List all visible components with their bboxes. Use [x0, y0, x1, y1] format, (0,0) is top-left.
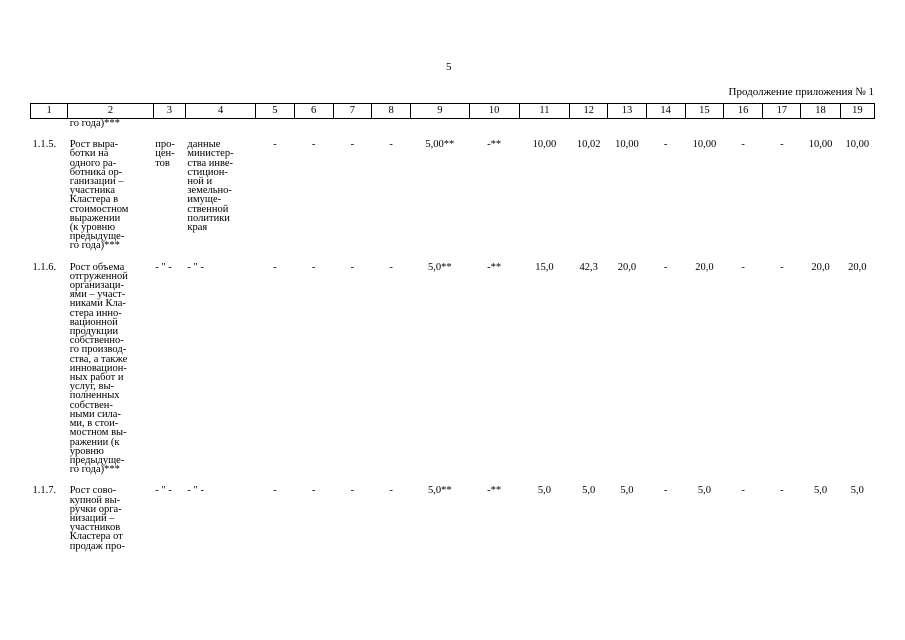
table-row — [31, 263, 875, 475]
indicator-name: Рост выра- ботки на одного ра- ботника ор- ганизации – участника Кластера в стоимостном выражении (к уровню предыдуще- го года)*** — [69, 139, 129, 252]
table-row — [31, 140, 875, 250]
value-cell: -** — [487, 485, 502, 497]
table-row — [31, 486, 875, 550]
indicator-name: Рост сово- купной вы- ручки орга- низаций – участников Кластера от продаж про- — [69, 485, 126, 552]
column-header: 5 — [256, 104, 294, 119]
value-cell: - — [350, 485, 355, 497]
value-cell: 5,0 — [537, 485, 552, 497]
value-cell: - — [273, 139, 277, 151]
column-header: 6 — [294, 104, 333, 119]
value-cell: 10,00 — [532, 139, 557, 151]
value-cell: - — [389, 485, 393, 497]
column-header: 11 — [519, 104, 569, 119]
column-header: 9 — [411, 104, 469, 119]
header-row — [31, 104, 875, 119]
value-cell: - — [311, 261, 316, 273]
value-cell: - — [311, 485, 316, 497]
value-cell: 42,3 — [579, 261, 598, 273]
row-number: 1.1.5. — [32, 139, 57, 151]
value-cell: -** — [487, 261, 502, 273]
continuation-label: Продолжение приложения № 1 — [728, 86, 874, 98]
unit-cell: - " - — [155, 261, 172, 273]
value-cell: - — [311, 139, 316, 151]
value-cell: 20,0 — [848, 261, 867, 273]
value-cell: - — [741, 139, 745, 151]
value-cell: 20,0 — [617, 261, 637, 273]
unit-cell: - " - — [155, 485, 172, 497]
value-cell: - — [389, 261, 393, 273]
data-table-container — [30, 103, 875, 551]
value-cell: - — [663, 261, 668, 273]
value-cell: 5,0** — [428, 485, 452, 497]
value-cell: 5,0 — [697, 485, 711, 497]
column-header: 12 — [570, 104, 608, 119]
column-header: 14 — [646, 104, 685, 119]
column-header: 18 — [801, 104, 840, 119]
value-cell: - — [741, 485, 745, 497]
column-header: 15 — [685, 104, 723, 119]
value-cell: 15,0 — [535, 261, 554, 273]
column-header: 10 — [469, 104, 519, 119]
value-cell: 10,00 — [692, 139, 717, 151]
value-cell: 10,02 — [576, 139, 601, 151]
source-cell: - " - — [187, 261, 204, 273]
unit-cell: про- цен- тов — [155, 139, 175, 169]
value-cell: - — [780, 261, 784, 273]
value-cell: 5,00** — [425, 139, 455, 151]
value-cell: 20,0 — [811, 261, 830, 273]
value-cell: - — [350, 139, 355, 151]
table-body — [31, 119, 875, 551]
indicator-name: Рост объема отгруженной организаци- ями – участ- никами Кла- стера инно- вационной продукции собственно- го производ- ства, а также инновацион- ных работ и услуг, вы- полненных собствен- ными сила- ми, в стои- мостном вы- ражении (к уровню предыдуще- го года)*** — [69, 261, 128, 476]
value-cell: - — [780, 485, 784, 497]
carryover-text: го года)*** — [69, 118, 120, 129]
value-cell: - — [273, 485, 277, 497]
source-cell: данные министер- ства инве- стицион- ной и земельно- имуще- ственной политики края — [187, 139, 234, 234]
column-header: 8 — [371, 104, 410, 119]
value-cell: - — [741, 261, 745, 273]
value-cell: 5,0 — [813, 485, 828, 497]
data-table — [30, 103, 875, 551]
column-header: 4 — [185, 104, 255, 119]
column-header: 3 — [153, 104, 185, 119]
row-number: 1.1.6. — [32, 261, 57, 273]
source-cell: - " - — [187, 485, 204, 497]
value-cell: 5,0 — [582, 485, 596, 497]
value-cell: - — [663, 485, 668, 497]
value-cell: - — [350, 261, 355, 273]
column-header: 1 — [31, 104, 68, 119]
row-spacer — [31, 251, 875, 263]
column-header: 13 — [608, 104, 646, 119]
column-header: 7 — [333, 104, 371, 119]
value-cell: - — [780, 139, 784, 151]
column-header: 16 — [724, 104, 763, 119]
column-header: 17 — [763, 104, 801, 119]
value-cell: - — [663, 139, 668, 151]
value-cell: - — [389, 139, 393, 151]
value-cell: - — [273, 261, 277, 273]
row-number: 1.1.7. — [32, 485, 57, 497]
value-cell: 10,00 — [615, 139, 639, 151]
value-cell: 20,0 — [695, 261, 714, 273]
value-cell: 10,00 — [808, 139, 833, 151]
value-cell: 5,0 — [850, 485, 864, 497]
carryover-row — [31, 119, 875, 129]
value-cell: 10,00 — [845, 139, 870, 151]
value-cell: 5,0 — [620, 485, 634, 497]
value-cell: 5,0** — [428, 261, 452, 273]
column-header: 2 — [68, 104, 154, 119]
column-header: 19 — [840, 104, 874, 119]
value-cell: -** — [487, 139, 502, 151]
page-number: 5 — [446, 61, 452, 73]
